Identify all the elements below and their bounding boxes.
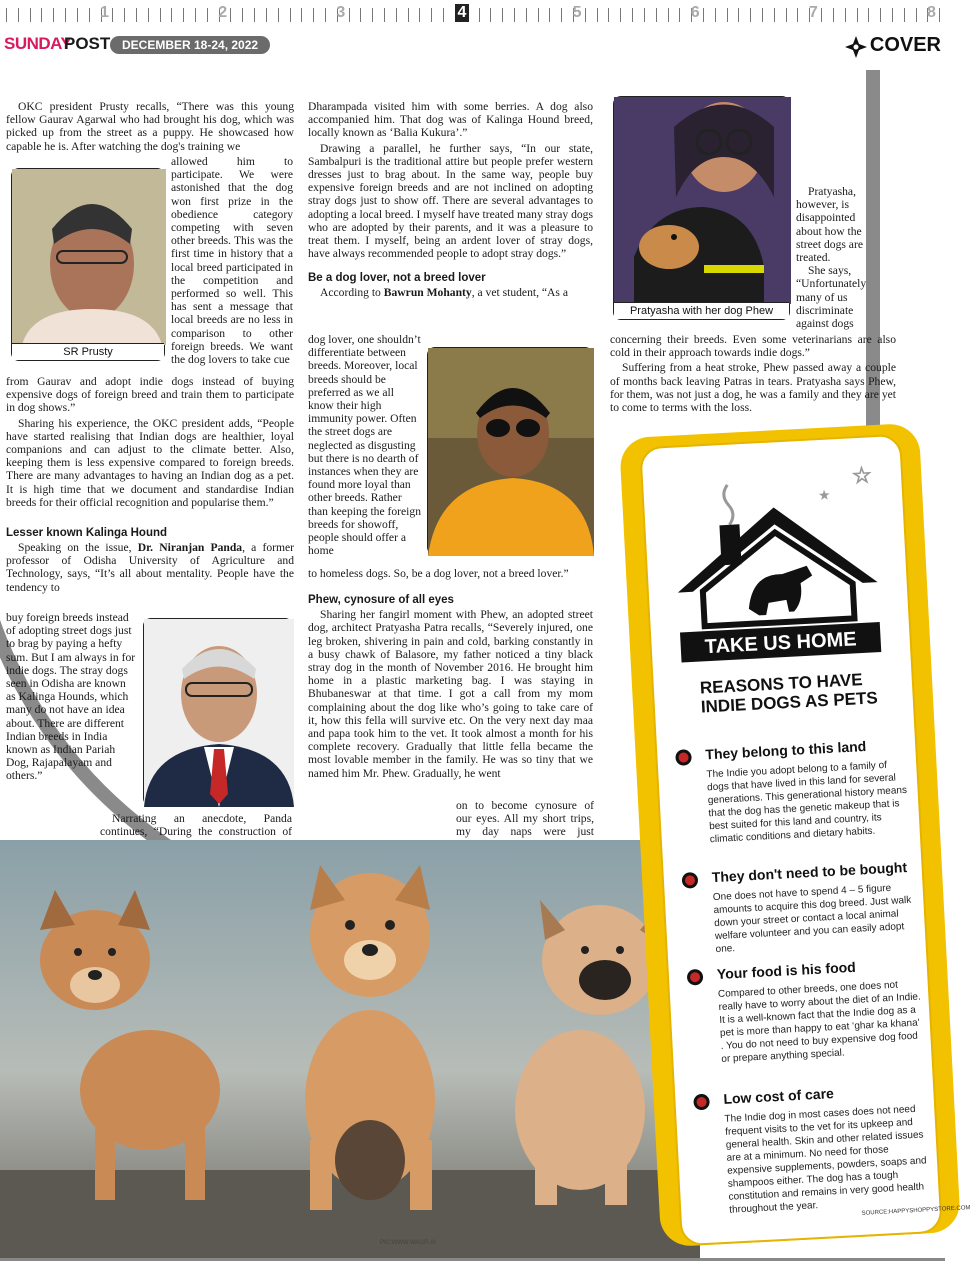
ruler-tick [431,8,432,22]
ruler-tick [479,8,480,22]
ruler-tick [715,8,716,22]
reason-item [699,955,926,1066]
ruler-tick [939,8,940,22]
reason-item [705,1080,933,1217]
section-label: COVER [869,34,941,56]
ruler-tick [880,8,881,22]
ruler-tick [372,8,373,22]
paragraph: buy foreign breeds instead of adopting street dogs just to brag by paying a hefty sum. But I am always in for indie dogs. The stray dogs seen in Odisha are known as Kalinga Hounds, which many do not have an idea about. There are different Indian breeds in India known as Indian Pariah Dog, Rajapalayam and others.” [6,611,136,783]
paragraph: Sharing his experience, the OKC president adds, “People have started realising that Indian dogs are healthier, loyal companions and can adjust to the climate better. Also, keeping them is less expensive compared to foreign breeds. There are many advantages to having an Indian dog as a pet. It is high time that we document and standardise Indian breeds for their official recognition and popularise them.” [6,416,294,509]
ruler-tick [242,8,243,22]
ruler-tick [290,8,291,22]
ruler-tick [585,8,586,22]
ruler-number: 7 [808,4,818,21]
footer-rule [0,1258,945,1261]
reason-heading: Your food is his food [716,958,857,983]
ruler-number: 2 [218,4,228,21]
subheading: Be a dog lover, not a breed lover [308,272,486,285]
ruler-tick [136,8,137,22]
reasons-sidebar [639,434,971,1247]
ruler-tick [916,8,917,22]
star-outline-icon: ☆ [851,462,873,489]
ruler-tick [360,8,361,22]
paragraph: Speaking on the issue, Dr. Niranjan Panda, a former professor of Odisha University of Agriculture and Technology, says, “It’s all about mentality. People have the tendency to [6,541,295,594]
column-3-lower [610,333,896,414]
ruler-number: 4 [455,4,470,22]
ruler-tick [786,8,787,22]
ruler-tick [526,8,527,22]
bawrun-photo [427,347,593,555]
person-name: Dr. Niranjan Panda [137,541,243,555]
compass-icon [845,36,867,58]
ruler-tick [868,8,869,22]
ruler-number: 6 [690,4,700,21]
ruler-number: 5 [572,4,582,21]
puppies-photo [0,840,700,1260]
ruler-tick [774,8,775,22]
ruler-tick [408,8,409,22]
column-3-wrap [796,185,876,330]
ruler-tick [904,8,905,22]
ruler-tick [30,8,31,22]
ruler-tick [821,8,822,22]
issue-date: DECEMBER 18-24, 2022 [110,36,270,54]
ruler-tick [597,8,598,22]
ruler-tick [230,8,231,22]
ruler-number: 3 [336,4,346,21]
ruler-tick [207,8,208,22]
ruler-tick [313,8,314,22]
ruler-tick [53,8,54,22]
paragraph: Dharampada visited him with some berries. A dog also accompanied him. That dog was of Kalinga Hound breed, locally known as ‘Balia Kukura’.” [308,100,593,140]
photo-caption: Pratyasha with her dog Phew [614,302,789,319]
ruler-tick [124,8,125,22]
ruler-tick [112,8,113,22]
house-logo-icon [666,457,886,668]
ruler-tick [301,8,302,22]
ruler-tick [762,8,763,22]
paragraph: Sharing her fangirl moment with Phew, an adopted street dog, architect Pratyasha Patra recalls, “Severely injured, one leg broken, shivering in pain and cold, barking constantly in a busy chawk of Balasore, my father noticed a tiny black stray dog in the month of November 2016. He brought him home in a plastic marketing bag. I was staying in Bhubaneswar at that time. I got a call from my mom complaining about the dog like who’s going to take care of it, how this fella will survive etc. On the very next day maa and papa took him to the vet. It took almost a month for his complete recovery. Gradually that little fella became the most lovable member in the family. He was so tiny that we named him Mr. Phew. Gradually, he went [308,608,593,780]
ruler-tick [727,8,728,22]
ruler-tick [148,8,149,22]
ruler-tick [171,8,172,22]
portrait-image [428,348,594,556]
ruler-tick [668,8,669,22]
ruler-tick [656,8,657,22]
ruler-tick [502,8,503,22]
ruler-tick [490,8,491,22]
prusty-photo [11,168,165,361]
paragraph: Narrating an anecdote, Panda continues, “During the construction of [100,812,292,839]
reason-text: One does not have to spend 4 – 5 figure amounts to acquire this dog breed. Just walk down your street or contact a local animal welfare volunteer and you can easily adopt one. [712,882,912,956]
ruler-tick [160,8,161,22]
logo-text: TAKE US HOME [704,628,858,659]
paragraph: dog lover, one shouldn’t differentiate between breeds. Moreover, local breeds should be preferred as we all know their high immunity power. Often the street dogs are neglected as disgusting but there is no dearth of instances when they are found more loyal than other breeds. Rather than keeping the foreign breeds for showoff, people should offer a home [308,333,421,558]
column-2 [308,100,593,300]
ruler-tick [384,8,385,22]
ruler-tick [561,8,562,22]
ruler-tick [254,8,255,22]
column-1-wrap-2 [6,611,138,783]
ruler-tick [419,8,420,22]
paragraph: She says, “Unfortunately many of us discriminate against dogs [796,264,867,331]
reason-heading: Low cost of care [723,1085,835,1107]
photo-caption: SR Prusty [12,343,164,360]
paragraph: Pratyasha, however, is disappointed about how the street dogs are treated. [796,185,863,265]
paragraph: concerning their breeds. Even some veterinarians are also cold in their approach towards indie dogs.” [610,333,896,360]
reason-heading: They don't need to be bought [711,858,908,886]
reason-heading: They belong to this land [704,737,867,763]
column-2-wrap [308,333,422,557]
ruler-tick [538,8,539,22]
portrait-image [614,97,791,304]
reason-item [693,859,919,957]
reason-text: Compared to other breeds, one does not really have to worry about the diet of an Indie. It is a well-known fact that the Indie dog as a pet is more than happy to eat ‘ghar ka khana’ . You do not need to buy expensive dog food or prepare anything special. [717,979,922,1065]
paragraph: from Gaurav and adopt indie dogs instead of buying expensive dogs of foreign breed and train them to participate in dog shows.” [6,375,294,415]
ruler-tick [632,8,633,22]
paragraph: OKC president Prusty recalls, “There was this young fellow Gaurav Agarwal who had brought his dog, which was picked up from the street as a puppy. He showcased how capable he is. After watching the dog's training we [6,100,294,153]
paragraph: to homeless dogs. So, be a dog lover, not a breed lover.” [308,567,569,580]
ruler-tick [325,8,326,22]
ruler-tick [679,8,680,22]
portrait-image [12,169,166,345]
ruler-tick [857,8,858,22]
ruler-tick [6,8,7,22]
ruler-tick [89,8,90,22]
ruler-tick [833,8,834,22]
panda-photo [143,618,293,806]
ruler-tick [18,8,19,22]
ruler-tick [396,8,397,22]
paragraph: Suffering from a heat stroke, Phew passed away a couple of months back leaving Patras in tears. Pratyasha says Phew, for them, was not just a dog, he was a family and they are yet to come to terms with the loss. [610,361,896,415]
masthead [0,32,945,60]
bullet-icon [693,1094,710,1111]
subheading: Phew, cynosure of all eyes [308,594,454,607]
paragraph: Drawing a parallel, he further says, “In our state, Sambalpuri is the traditional attire but people prefer western dresses just to brag about. In the same way, people buy expensive foreign breeds and are not inclined on adopting stray dogs just to show off. There are several advantages to adopting a local breed. I myself have treated many stray dogs who are adopted by their parents, and it was a pleasure to treat them. I myself, being an ardent lover of stray dogs, have always recommended people to adopt stray dogs.” [308,141,593,261]
ruler-tick [703,8,704,22]
ruler-number: 8 [927,4,936,21]
ruler-tick [549,8,550,22]
column-2-lower [308,567,593,780]
ruler-tick [738,8,739,22]
ruler-tick [266,8,267,22]
pratyasha-photo [613,96,790,320]
ruler-tick [65,8,66,22]
ruler-tick [195,8,196,22]
reason-text: The Indie you adopt belong to a family of dogs that have lived in this land for several generations. This generational history means that the dog has the genetic makeup that is best suited for this land and country, its climatic conditions and dietary habits. [706,759,908,846]
ruler-tick [620,8,621,22]
paragraph: According to Bawrun Mohanty, a vet student, “As a [320,286,568,300]
ruler-tick [608,8,609,22]
ruler-tick [845,8,846,22]
ruler-number: 1 [100,4,110,21]
ruler-tick [892,8,893,22]
sidebar-title: REASONS TO HAVE INDIE DOGS AS PETS [699,670,879,717]
ruler-tick [514,8,515,22]
ruler-tick [77,8,78,22]
bullet-icon [682,872,699,889]
reason-text: The Indie dog in most cases does not need frequent visits to the vet for its upkeep and general health. Skin and other related issues are at a minimum. No need for those expensive supplements, powders, soaps and shampoos either. The dog has a tough constitution and remains in very good health throughout the year. [724,1103,927,1216]
column-1-wrap [171,155,293,366]
ruler-tick [750,8,751,22]
puppies-image [0,840,700,1260]
star-icon: ★ [817,486,831,504]
paragraph: allowed him to participate. We were astonished that the dog won first prize in the obedience category competing with seven other breeds. This was the first time in history that a local breed participated in the competition and performed so well. This has sent a message that local breeds are no less in comparison to other foreign breeds. We want the dog lovers to take cue [171,155,293,367]
ruler-tick [349,8,350,22]
ruler-tick [41,8,42,22]
ruler-tick [797,8,798,22]
ruler-tick [443,8,444,22]
ruler-tick [644,8,645,22]
person-name: Bawrun Mohanty [383,286,472,300]
bullet-icon [687,969,704,986]
page-ruler [0,0,945,28]
reason-item [687,736,914,847]
column-1 [6,100,294,153]
ruler-tick [278,8,279,22]
column-1-lower [6,375,294,594]
bullet-icon [675,749,692,766]
subheading: Lesser known Kalinga Hound [6,527,168,540]
source-credit: SOURCE:HAPPYSHOPPYSTORE.COM [861,1205,971,1217]
ruler-tick [183,8,184,22]
brand-sunday: SUNDAY [4,34,72,53]
portrait-image [144,619,294,807]
photo-credit: PIC:WWW.WAGR.AI [380,1240,436,1246]
paragraph: on to become cynosure of our eyes. All my short trips, my day naps were just [456,799,594,839]
brand-post: POST [64,34,111,53]
